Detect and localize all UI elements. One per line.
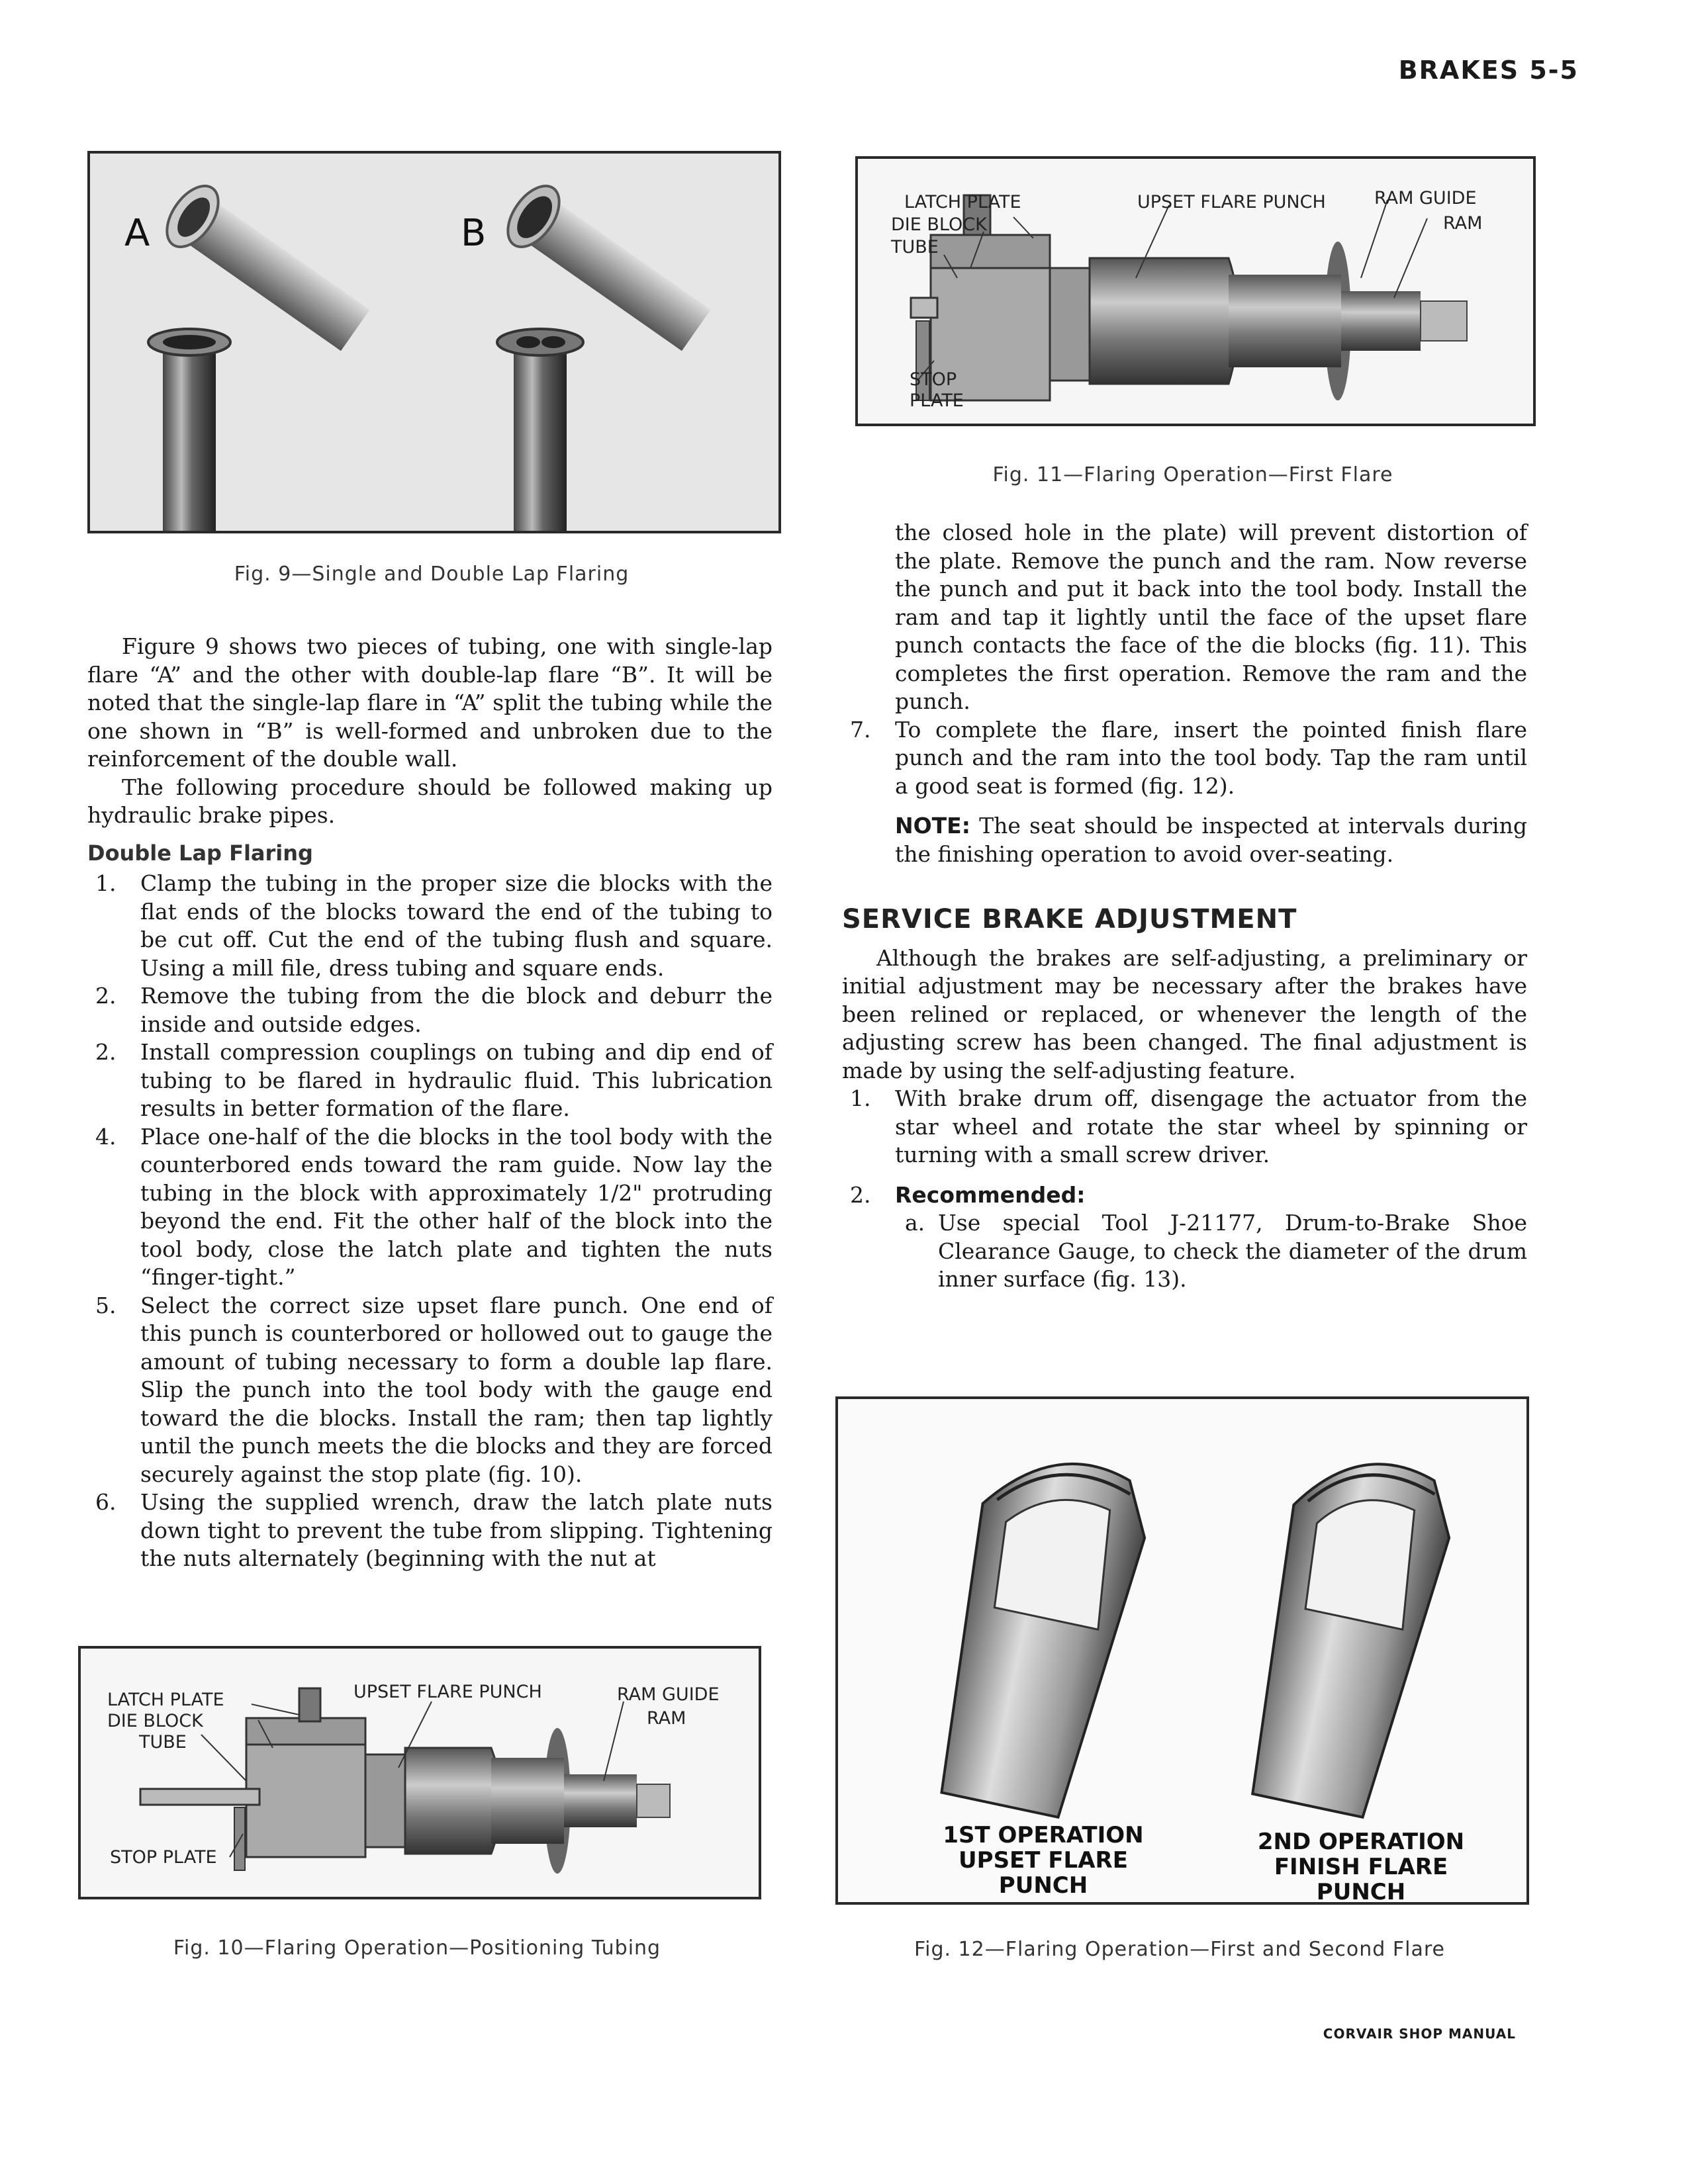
fig10-die-block-label: DIE BLOCK <box>107 1711 203 1731</box>
step-3: 2. Install compression couplings on tubing and dip end of tubing to be flared in hydraulic fluid. This lubrication results in better formation of the flare. <box>95 1039 773 1121</box>
fig11-upset-flare-punch-label: UPSET FLARE PUNCH <box>1137 192 1326 212</box>
fig11-ram-guide-label: RAM GUIDE <box>1374 188 1477 208</box>
page-footer: CORVAIR SHOP MANUAL <box>1323 2026 1516 2042</box>
fig11-latch-plate-label: LATCH PLATE <box>904 192 1021 212</box>
step-7: 7. To complete the flare, insert the pointed finish flare punch and the ram into the tool body. Tap the ram until a good seat is formed (fig. 12). <box>850 716 1527 799</box>
continued-paragraph: the closed hole in the plate) will prevent distortion of the plate. Remove the punch and the ram. Now reverse the punch and put it back into the tool body. Install the ram and tap it lightly until the face of the upset flare punch contacts the face of the die blocks (fig. 11). This completes the first operation. Remove the ram and the punch. <box>895 520 1527 714</box>
figure-10-image <box>78 1646 761 1899</box>
fig10-tube-label: TUBE <box>139 1732 187 1752</box>
intro-paragraph: Figure 9 shows two pieces of tubing, one with single-lap flare “A” and the other with double-lap flare “B”. It will be noted that the single-lap flare in “A” split the tubing while the one shown in “B” is well-formed and unbroken due to the reinforcement of the double wall. <box>87 633 773 772</box>
adjustment-intro: Although the brakes are self-adjusting, a preliminary or initial adjustment may be necessary after the brakes have been relined or replaced, or whenever the length of the adjusting screw has been changed. The final adjustment is made by using the self-adjusting feature. <box>842 944 1527 1083</box>
service-brake-heading: SERVICE BRAKE ADJUSTMENT <box>842 904 1297 934</box>
adjustment-step-2: 2. Recommended: <box>850 1181 1086 1208</box>
fig11-plate-label: PLATE <box>910 390 964 411</box>
left-column <box>87 633 773 1573</box>
fig11-ram-label: RAM <box>1443 213 1483 234</box>
page-header: BRAKES 5-5 <box>1398 56 1579 85</box>
fig10-ram-guide-label: RAM GUIDE <box>617 1684 720 1705</box>
intro-paragraph-2: The following procedure should be followed making up hydraulic brake pipes. <box>87 774 773 828</box>
first-operation-label: 1ST OPERATION UPSET FLARE PUNCH <box>943 1822 1144 1899</box>
figure-11-image <box>855 156 1536 426</box>
step-1: 1. Clamp the tubing in the proper size die blocks with the flat ends of the blocks toward the end of the tubing to be cut off. Cut the end of the tubing flush and square. Using a mill file, dress tubing and square ends. <box>95 870 773 981</box>
figure-9-caption: Fig. 9—Single and Double Lap Flaring <box>234 563 630 586</box>
fig10-upset-flare-punch-label: UPSET FLARE PUNCH <box>353 1682 542 1702</box>
figure-9-label-b: B <box>461 212 487 255</box>
fig10-stop-plate-label: STOP PLATE <box>110 1847 217 1868</box>
note: NOTE: The seat should be inspected at intervals during the finishing operation to avoid over-seating. <box>895 813 1527 867</box>
figure-11-caption: Fig. 11—Flaring Operation—First Flare <box>992 463 1393 486</box>
step-6: 6. Using the supplied wrench, draw the latch plate nuts down tight to prevent the tube from slipping. Tightening the nuts alternately (beginning with the nut at <box>95 1489 773 1571</box>
step-2: 2. Remove the tubing from the die block and deburr the inside and outside edges. <box>95 983 773 1037</box>
adjustment-step-1: 1. With brake drum off, disengage the actuator from the star wheel and rotate the star wheel by spinning or turning with a small screw driver. <box>850 1085 1527 1167</box>
adjustment-step-2a: a. Use special Tool J-21177, Drum-to-Brake Shoe Clearance Gauge, to check the diameter of the drum inner surface (fig. 13). <box>905 1210 1527 1292</box>
right-column <box>842 519 1527 1294</box>
fig10-latch-plate-label: LATCH PLATE <box>107 1690 224 1710</box>
figure-12-image <box>835 1396 1529 1905</box>
second-operation-label: 2ND OPERATION FINISH FLARE PUNCH <box>1257 1829 1465 1905</box>
double-lap-heading: Double Lap Flaring <box>87 840 313 866</box>
step-5: 5. Select the correct size upset flare punch. One end of this punch is counterbored or hollowed out to gauge the amount of tubing necessary to form a double lap flare. Slip the punch into the tool body with the gauge end toward the die blocks. Install the ram; then tap lightly until the punch meets the die blocks and they are forced securely against the stop plate (fig. 10). <box>95 1292 773 1487</box>
figure-10-caption: Fig. 10—Flaring Operation—Positioning Tubing <box>173 1936 661 1960</box>
figure-9-image <box>87 151 781 533</box>
step-4: 4. Place one-half of the die blocks in the tool body with the counterbored ends toward the ram guide. Now lay the tubing in the block with approximately 1/2" protruding beyond the end. Fit the other half of the block into the tool body, close the latch plate and tighten the nuts “finger-tight.” <box>95 1123 773 1290</box>
figure-9-label-a: A <box>124 212 150 255</box>
fig10-ram-label: RAM <box>647 1708 686 1729</box>
fig11-tube-label: TUBE <box>891 237 939 257</box>
tubing-flare-illustration <box>90 154 778 531</box>
fig11-die-block-label: DIE BLOCK <box>891 214 987 235</box>
fig11-stop-label: STOP <box>910 369 957 390</box>
figure-12-caption: Fig. 12—Flaring Operation—First and Second Flare <box>914 1938 1445 1961</box>
